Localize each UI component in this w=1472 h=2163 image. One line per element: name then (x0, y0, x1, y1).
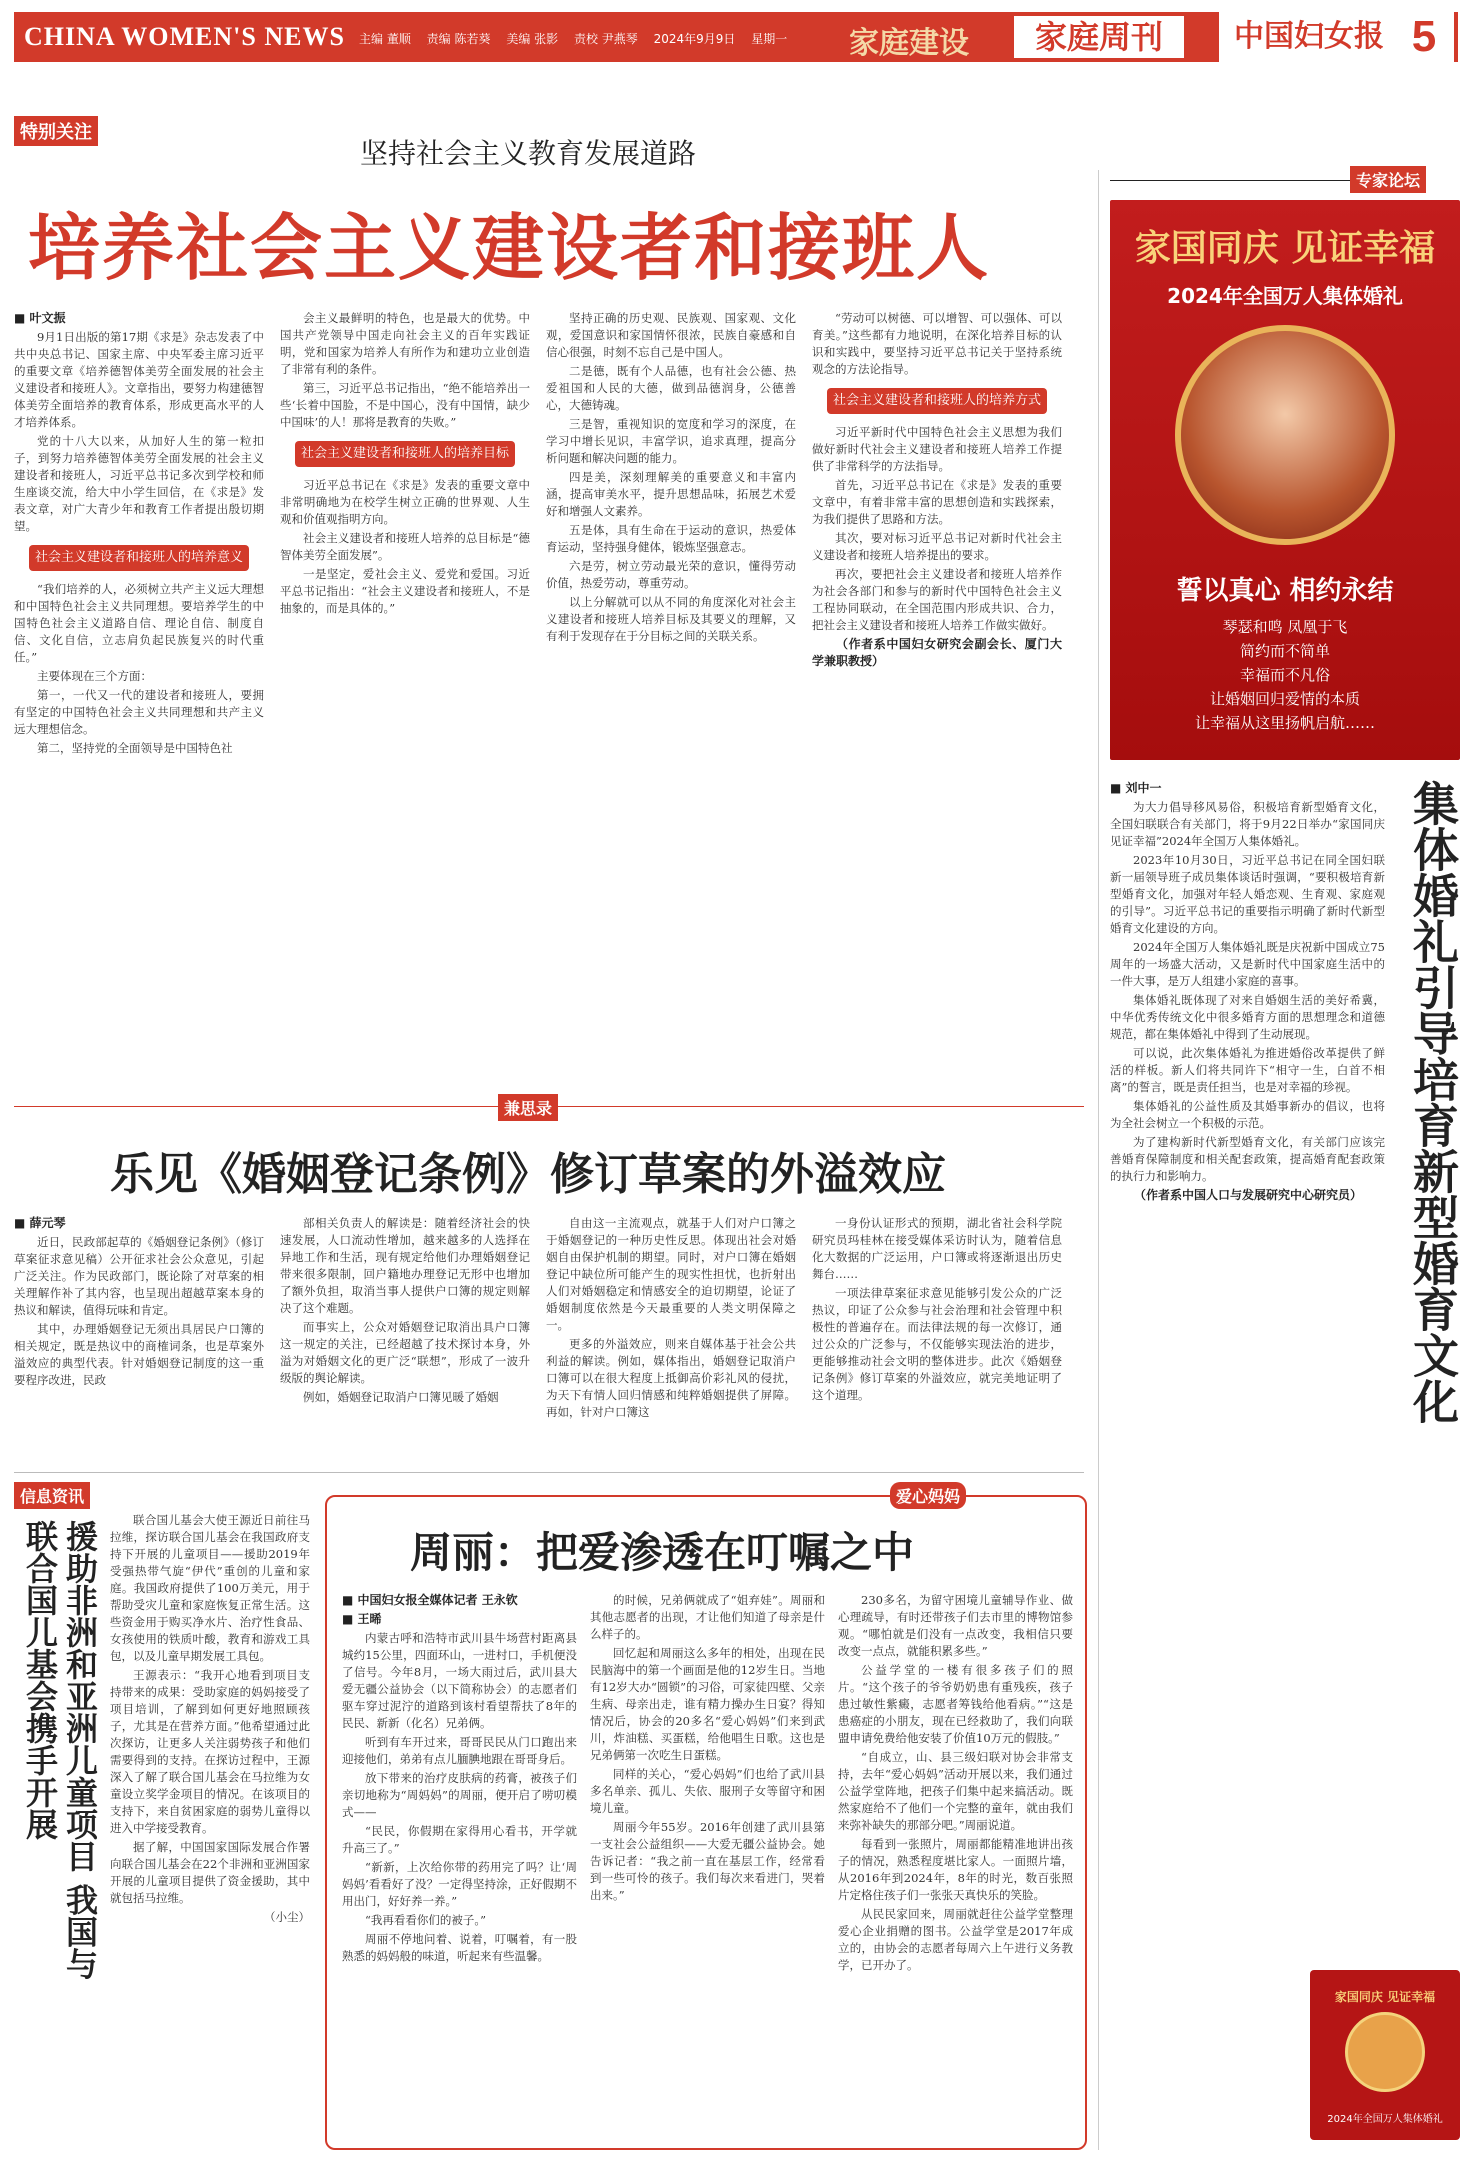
page-number: 5 (1394, 12, 1454, 62)
feature-column-2 (280, 310, 530, 1070)
mini-poster-subtitle: 2024年全国万人集体婚礼 (1327, 2114, 1443, 2125)
paragraph: 为大力倡导移风易俗，积极培育新型婚育文化，全国妇联联合有关部门，将于9月22日举办“家国同庆 见证幸福”2024年全国万人集体婚礼。 (1110, 800, 1385, 848)
feature-tag: 特别关注 (14, 116, 98, 146)
meta-editor: 主编 董顺 (359, 32, 411, 46)
meta-duty-editor: 责编 陈若葵 (426, 32, 491, 46)
love-column-3 (838, 1592, 1073, 2140)
column-author-note: （作者系中国人口与发展研究中心研究员） (1134, 1188, 1363, 1202)
paragraph: 坚持正确的历史观、民族观、国家观、文化观，爱国意识和家国情怀很浓，民族自豪感和自信心很强，时刻不忘自己是中国人。 (546, 311, 796, 359)
brief-column (110, 1512, 310, 2152)
opinion-tag: 兼思录 (498, 1094, 558, 1121)
paragraph: 每看到一张照片，周丽都能精准地讲出孩子的情况，熟悉程度堪比家人。一面照片墙，从2016年到2024年，8年的时光，数百张照片定格住孩子们一张张天真快乐的笑脸。 (838, 1837, 1073, 1902)
feature-column-4 (812, 310, 1062, 1070)
brief-tag: 信息资讯 (14, 1482, 90, 1509)
paragraph: 例如，婚姻登记取消户口簿见暖了婚姻 (303, 1390, 499, 1404)
paragraph: 集体婚礼的公益性质及其婚事新办的倡议，也将为全社会树立一个积极的示范。 (1110, 1099, 1385, 1130)
column-headline: 集体婚礼引导培育新型婚育文化 (1406, 780, 1460, 1424)
paragraph: “劳动可以树德、可以增智、可以强体、可以育美。”这些都有力地说明，在深化培养目标的认识和实践中，要坚持习近平总书记关于坚持系统观念的方法论指导。 (812, 311, 1062, 376)
meta-weekday: 星期一 (751, 32, 788, 46)
mini-wedding-poster (1310, 1970, 1460, 2140)
paragraph: 第二，坚持党的全面领导是中国特色社 (37, 741, 233, 755)
paragraph: “自成立，山、县三级妇联对协会非常支持，去年“爱心妈妈”活动开展以来，我们通过公益学堂阵地，把孩子们集中起来搞活动。既然家庭给不了他们一个完整的童年，就由我们来弥补缺失的那部分吧。”周丽说道。 (838, 1750, 1073, 1832)
paragraph: 再次，要把社会主义建设者和接班人培养作为社会各部门和参与的新时代中国特色社会主义工程协同联动，在全国范围内形成共识、合力，把社会主义建设者和接班人培养工作做实做好。 (812, 567, 1062, 632)
masthead (14, 12, 1458, 62)
paragraph: 的时候，兄弟俩就成了“姐弃娃”。周丽和其他志愿者的出现，才让他们知道了母亲是什么样子的。 (590, 1593, 825, 1641)
meta-date: 2024年9月9日 (653, 32, 736, 46)
weekly-name: 家庭周刊 (1014, 16, 1184, 58)
feature-kicker: 坚持社会主义教育发展道路 (360, 137, 697, 170)
paragraph: 五是体，具有生命在于运动的意识，热爱体育运动，坚持强身健体，锻炼坚强意志。 (546, 523, 796, 554)
paragraph: 近日，民政部起草的《婚姻登记条例》（修订草案征求意见稿）公开征求社会公众意见，引起广泛关注。作为民政部门，既论除了对草案的相关理解作补了其内容，也呈现出超越草案本身的热议和解读，值得玩味和肯定。 (14, 1235, 264, 1317)
poster-line: 幸福而不凡俗 (1239, 666, 1330, 684)
meta-art-editor: 美编 张影 (506, 32, 559, 46)
love-byline-1: ■ 中国妇女报全媒体记者 王永钦 (342, 1593, 518, 1607)
paragraph: 联合国儿基会大使王源近日前往马拉维，探访联合国儿基会在我国政府支持下开展的儿童项目——援助2019年受强热带气旋“伊代”重创的儿童和家庭。我国政府提供了100万美元，用于帮助受灾儿童和家庭恢复正常生活。这些资金用于购买净水片、治疗性食品、女孩使用的铁质叶酸，教育和游戏工具包，以及儿童早期发展工具包。 (110, 1513, 310, 1663)
paragraph: “民民，你假期在家得用心看书，开学就升高三了。” (342, 1824, 577, 1855)
feature-subhead-1: 社会主义建设者和接班人的培养意义 (29, 545, 249, 571)
paragraph: 一是坚定，爱社会主义、爱党和爱国。习近平总书记指出：“社会主义建设者和接班人，不是抽象的，而是具体的。” (280, 567, 530, 615)
paragraph: “新新，上次给你带的药用完了吗？让‘周妈妈’看看好了没？一定得坚持涂，正好假期不用出门，好好养一养。” (342, 1860, 577, 1908)
paragraph: 习近平总书记在《求是》发表的重要文章中非常明确地为在校学生树立正确的世界观、人生观和价值观指明方向。 (280, 478, 530, 526)
feature-author-note: （作者系中国妇女研究会副会长、厦门大学兼职教授） (812, 637, 1062, 668)
paragraph: 同样的关心，“爱心妈妈”们也给了武川县多名单亲、孤儿、失依、服刑子女等留守和困境儿童。 (590, 1767, 825, 1815)
paragraph: “我再看看你们的被子。” (365, 1913, 487, 1927)
poster-subtitle: 2024年全国万人集体婚礼 (1167, 284, 1403, 308)
love-column-2 (590, 1592, 825, 2140)
paragraph: 六是劳，树立劳动最光荣的意识，懂得劳动价值，热爱劳动，尊重劳动。 (546, 559, 796, 590)
poster-line: 简约而不简单 (1239, 642, 1330, 660)
paragraph: 从民民家回来，周丽就赶往公益学堂整理爱心企业捐赠的图书。公益学堂是2017年成立的，由协会的志愿者每周六上午进行义务教学，已开办了。 (838, 1907, 1073, 1972)
feature-subhead-3: 社会主义建设者和接班人的培养方式 (827, 388, 1047, 414)
paragraph: 以上分解就可以从不同的角度深化对社会主义建设者和接班人培养目标及其要义的理解，又有利于发现存在于分目标之间的关联关系。 (546, 595, 796, 643)
paragraph: 会主义最鲜明的特色，也是最大的优势。中国共产党领导中国走向社会主义的百年实践证明，党和国家为培养人有所作为和建功立业创造了非常有利的条件。 (280, 311, 530, 376)
couple-photo (1175, 325, 1395, 545)
paragraph: 四是美，深刻理解美的重要意义和丰富内涵，提高审美水平，提升思想品味，拓展艺术爱好和增强人文素养。 (546, 470, 796, 518)
paragraph: 公益学堂的一楼有很多孩子们的照片。“这个孩子的爷爷奶奶患有重残疾，孩子患过敏性紫癜，志愿者筹钱给他看病。”“这是患癌症的小朋友，现在已经救助了，我们向联盟申请免费给他安装了价值10万元的假肢。” (838, 1663, 1073, 1745)
paragraph: 其次，要对标习近平总书记对新时代社会主义建设者和接班人培养提出的要求。 (812, 531, 1062, 562)
paragraph: 主要体现在三个方面： (37, 669, 152, 683)
paragraph: 230多名，为留守困境儿童辅导作业、做心理疏导，有时还带孩子们去市里的博物馆参观。“哪怕就是们没有一点改变，我相信只要改变一点点，就能积累多些。” (838, 1593, 1073, 1658)
paragraph: 王源表示：“我开心地看到项目支持带来的成果：受助家庭的妈妈接受了项目培训，了解到如何更好地照顾孩子，尤其是在营养方面。”他希望通过此次探访，让更多人关注弱势孩子和他们需要得到的支持。在探访过程中，王源深入了解了联合国儿基会在马拉维为女童设立奖学金项目的情况。在该项目的支持下，来自贫困家庭的弱势儿童得以进入中学接受教育。 (110, 1668, 310, 1835)
paragraph: 第三，习近平总书记指出，“绝不能培养出一些‘长着中国脸，不是中国心，没有中国情，缺少中国味’的人！那将是教育的失败。” (280, 381, 530, 429)
feature-column-1 (14, 310, 264, 1070)
column-byline: ■ 刘中一 (1110, 781, 1162, 795)
brief-credit: （小尘） (264, 1910, 310, 1924)
opinion-column-1 (14, 1215, 264, 1465)
meta-proofreader: 责校 尹燕琴 (573, 32, 638, 46)
love-column-1 (342, 1592, 577, 2140)
opinion-column-4 (812, 1215, 1062, 1465)
paragraph: 集体婚礼既体现了对来自婚姻生活的美好希冀，中华优秀传统文化中很多婚育方面的思想理念和道德规范，都在集体婚礼中得到了生动展现。 (1110, 993, 1385, 1041)
paragraph: 周丽不停地问着、说着，叮嘱着，有一股熟悉的妈妈般的味道，听起来有些温馨。 (342, 1932, 577, 1963)
paragraph: 部相关负责人的解读是：随着经济社会的快速发展，人口流动性增加，越来越多的人选择在异地工作和生活，现有规定给他们办理婚姻登记带来很多限制，回户籍地办理登记无形中也增加了额外负担，取消当事人提供户口簿的规定则解决了这个难题。 (280, 1216, 530, 1315)
paragraph: 三是智，重视知识的宽度和学习的深度，在学习中增长见识，丰富学识，追求真理，提高分析问题和解决问题的能力。 (546, 417, 796, 465)
column-rule (1110, 180, 1380, 181)
paragraph: 回忆起和周丽这么多年的相处，出现在民民脑海中的第一个画面是他的12岁生日。当地有12岁大办“圆锁”的习俗，可家徒四壁、父亲生病、母亲出走，谁有精力操办生日宴？得知情况后，协会的20多名“爱心妈妈”们来到武川，炸油糕、买蛋糕，给他唱生日歌。这也是兄弟俩第一次吃生日蛋糕。 (590, 1646, 825, 1762)
paragraph: 为了建构新时代新型婚育文化，有关部门应该完善婚育保障制度和相关配套政策，提高婚育配套政策的执行力和影响力。 (1110, 1135, 1385, 1183)
paragraph: 2023年10月30日，习近平总书记在同全国妇联新一届领导班子成员集体谈话时强调，“要积极培育新型婚育文化，加强对年轻人婚恋观、生育观、家庭观的引导”。习近平总书记的重要指示明确了新时代新型婚育文化建设的方向。 (1110, 853, 1385, 935)
poster-lines (1110, 615, 1460, 735)
paragraph: 据了解，中国国家国际发展合作署向联合国儿基会在22个非洲和亚洲国家开展的儿童项目提供了资金援助，其中就包括马拉维。 (110, 1840, 310, 1905)
section-divider (14, 1472, 1084, 1473)
paragraph: 而事实上，公众对婚姻登记取消出具户口簿这一规定的关注，已经超越了技术探讨本身，外溢为对婚姻文化的更广泛“联想”，形成了一波升级版的舆论解读。 (280, 1320, 530, 1385)
feature-headline: 培养社会主义建设者和接班人 (28, 206, 991, 290)
column-body (1110, 780, 1385, 2140)
paper-name: CHINA WOMEN'S NEWS (24, 22, 345, 51)
column-panel (1110, 200, 1460, 2150)
opinion-byline: ■ 薛元琴 (14, 1216, 66, 1230)
column-tag: 专家论坛 (1350, 166, 1426, 193)
paragraph: 更多的外溢效应，则来自媒体基于社会公共利益的解读。例如，媒体指出，婚姻登记取消户口簿可以在很大程度上抵御高价彩礼风的侵扰，为天下有情人回归情感和纯粹婚姻提供了屏障。再如，针对户口簿这 (546, 1337, 796, 1419)
paragraph: 一项法律草案征求意见能够引发公众的广泛热议，印证了公众参与社会治理和社会管理中积极性的普遍存在。而法律法规的每一次修订，通过公众的广泛参与，不仅能够实现法治的进步，更能够推动社会文明的整体进步。此次《婚姻登记条例》修订草案的外溢效应，就完美地证明了这个道理。 (812, 1286, 1062, 1402)
paragraph: 一身份认证形式的预期，湖北省社会科学院研究员玛桂林在接受媒体采访时认为，随着信息化大数据的广泛运用，户口簿或将逐渐退出历史舞台…… (812, 1216, 1062, 1281)
poster-line: 让婚姻回归爱情的本质 (1209, 690, 1360, 708)
love-tag: 爱心妈妈 (890, 1482, 966, 1509)
wedding-emblem-icon (1345, 2012, 1425, 2092)
paragraph: 自由这一主流观点，就基于人们对户口簿之于婚姻登记的一种历史性反思。体现出社会对婚姻自由保护机制的期望。同时，对户口簿在婚姻登记中缺位所可能产生的现实性担忧，也折射出人们对婚姻稳定和情感安全的迫切期望，论证了婚姻制度依然是今天最重要的人类文明保障之一。 (546, 1216, 796, 1332)
paragraph: 内蒙古呼和浩特市武川县牛场营村距离县城约15公里，四面环山，一进村口，手机便没了信号。今年8月，一场大雨过后，武川县大爱无疆公益协会（以下简称协会）的志愿者们驱车穿过泥泞的道路到该村看望帮扶了8年的民民、新新（化名）兄弟俩。 (342, 1631, 577, 1730)
feature-column-3 (546, 310, 796, 1070)
feature-subhead-2: 社会主义建设者和接班人的培养目标 (295, 441, 515, 467)
poster-title: 家国同庆 见证幸福 (1134, 227, 1436, 269)
love-byline-2: ■ 王晞 (342, 1612, 382, 1626)
masthead-meta (359, 30, 799, 47)
paragraph: 放下带来的治疗皮肤病的药膏，被孩子们亲切地称为“周妈妈”的周丽，便开启了唠叨模式—— (342, 1771, 577, 1819)
paragraph: “我们培养的人，必须树立共产主义远大理想和中国特色社会主义共同理想。要培养学生的中国特色社会主义道路自信、理论自信、制度自信、文化自信，立志肩负起民族复兴的时代重任。” (14, 582, 264, 664)
paragraph: 9月1日出版的第17期《求是》杂志发表了中共中央总书记、国家主席、中央军委主席习近平的重要文章《培养德智体美劳全面发展的社会主义建设者和接班人》。文章指出，要努力构建德智体美劳全面培养的教育体系，形成更高水平的人才培养体系。 (14, 330, 264, 429)
paragraph: 二是德，既有个人品德，也有社会公德、热爱祖国和人民的大德，做到品德润身，公德善心，大德铸魂。 (546, 364, 796, 412)
column-divider (1098, 170, 1099, 2150)
section-name: 家庭建设 (849, 26, 969, 61)
poster-motto: 誓以真心 相约永结 (1176, 576, 1394, 606)
newspaper-logo: 中国妇女报 (1219, 12, 1399, 62)
paragraph: 周丽今年55岁。2016年创建了武川县第一支社会公益组织——大爱无疆公益协会。她告诉记者：“我之前一直在基层工作，经常看到一些可怜的孩子。我们每次来看进门，哭着出来。” (590, 1820, 825, 1902)
paragraph: 可以说，此次集体婚礼为推进婚俗改革提供了鲜活的样板。新人们将共同许下“相守一生，白首不相离”的誓言，既是责任担当，也是对幸福的珍视。 (1110, 1046, 1385, 1094)
opinion-column-3 (546, 1215, 796, 1465)
paragraph: 听到有车开过来，哥哥民民从门口跑出来迎接他们，弟弟有点儿腼腆地跟在哥哥身后。 (342, 1735, 577, 1766)
paragraph: 社会主义建设者和接班人培养的总目标是“德智体美劳全面发展”。 (280, 531, 530, 562)
paragraph: 习近平新时代中国特色社会主义思想为我们做好新时代社会主义建设者和接班人培养工作提供了非常科学的方法指导。 (812, 425, 1062, 473)
paragraph: 党的十八大以来，从加好人生的第一粒扣子，到努力培养德智体美劳全面发展的社会主义建设者和接班人，习近平总书记多次到学校和师生座谈交流，给大中小学生回信，在《求是》发表文章，对广大青少年和教育工作者提出殷切期望。 (14, 434, 264, 533)
paragraph: 首先，习近平总书记在《求是》发表的重要文章中，有着非常丰富的思想创造和实践探索，为我们提供了思路和方法。 (812, 478, 1062, 526)
poster-line: 琴瑟和鸣 凤凰于飞 (1222, 618, 1348, 636)
wedding-poster (1110, 200, 1460, 760)
poster-line: 让幸福从这里扬帆启航…… (1194, 714, 1375, 732)
love-headline: 周丽：把爱渗透在叮嘱之中 (410, 1528, 915, 1577)
opinion-column-2 (280, 1215, 530, 1465)
paragraph: 2024年全国万人集体婚礼既是庆祝新中国成立75周年的一场盛大活动，又是新时代中国家庭生活中的一件大事，是万人组建小家庭的喜事。 (1110, 940, 1385, 988)
paragraph: 第一，一代又一代的建设者和接班人，要拥有坚定的中国特色社会主义共同理想和共产主义远大理想信念。 (14, 688, 264, 736)
mini-poster-title: 家国同庆 见证幸福 (1334, 1990, 1436, 2004)
brief-headline: 援助非洲和亚洲儿童项目 我国与联合国儿基会携手开展 (21, 1520, 99, 1980)
opinion-headline: 乐见《婚姻登记条例》修订草案的外溢效应 (110, 1149, 946, 1200)
feature-byline: ■ 叶文振 (14, 311, 66, 325)
paragraph: 其中，办理婚姻登记无须出具居民户口簿的相关规定，既是热议中的商榷词条，也是草案外溢效应的典型代表。针对婚姻登记制度的这一重要程序改进，民政 (14, 1322, 264, 1387)
